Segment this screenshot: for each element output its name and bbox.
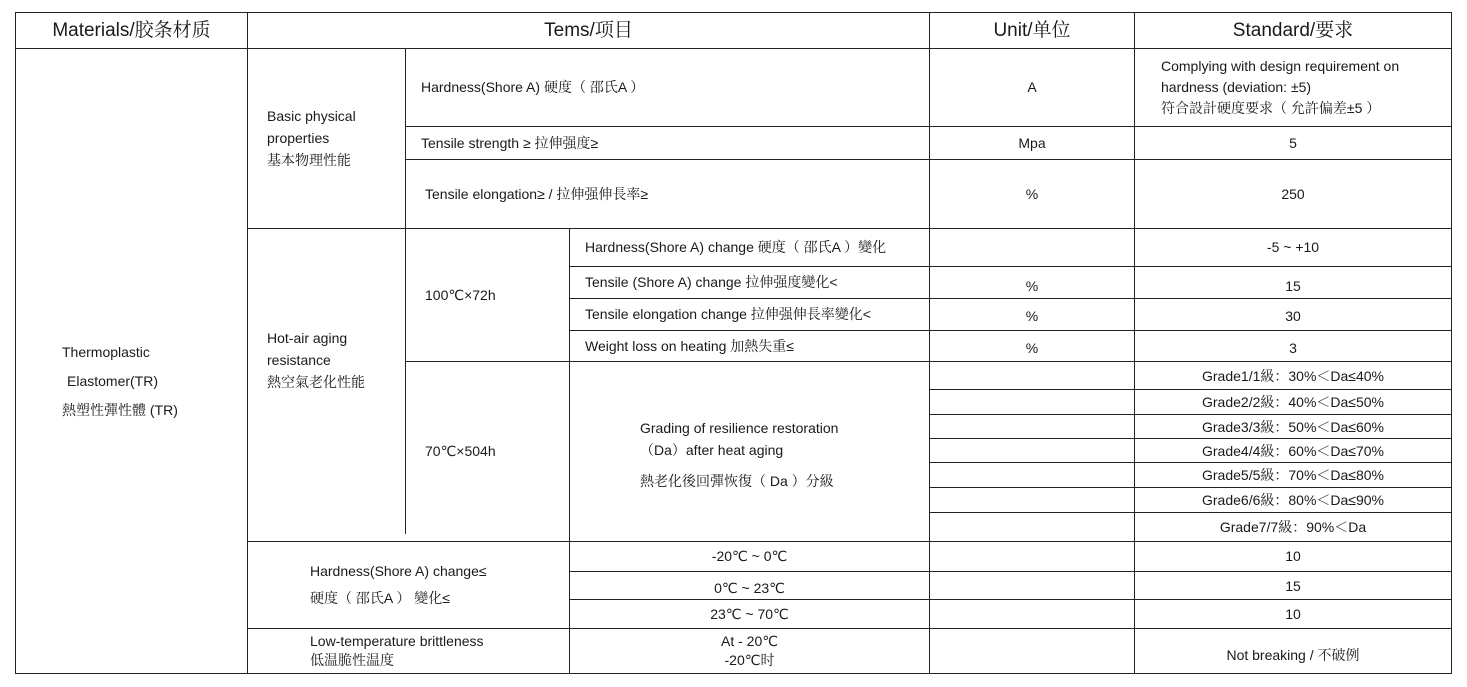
hotair-std-elongation: 30 — [1285, 308, 1301, 324]
header-standard: Standard/要求 — [1232, 20, 1354, 41]
hardness-change-std: 10 — [1285, 548, 1301, 564]
material-cell — [62, 336, 242, 426]
material-name-en-2: Elastomer(TR) — [67, 372, 159, 389]
lowtemp-std: Not breaking / 不破例 — [1226, 646, 1360, 663]
hardness-change-range: -20℃ ~ 0℃ — [711, 548, 788, 564]
hotair-group-label — [267, 322, 403, 398]
hotair-item-weightloss: Weight loss on heating 加熱失重≤ — [585, 337, 794, 354]
hardness-change-std: 15 — [1285, 577, 1301, 594]
hotair-std-hardness: -5 ~ +10 — [1266, 239, 1320, 255]
basic-group-en-2: properties — [267, 130, 330, 146]
basic-std-elongation: 250 — [1281, 185, 1305, 202]
grade-row: Grade4/4級：60%＜Da≤70% — [1202, 442, 1384, 459]
header-unit: Unit/单位 — [993, 20, 1071, 41]
material-name-zh: 熱塑性彈性體 (TR) — [62, 401, 178, 418]
grade-row: Grade6/6級：80%＜Da≤90% — [1202, 492, 1384, 508]
basic-std-tensile: 5 — [1289, 134, 1297, 151]
grading-description — [640, 414, 925, 494]
hotair-item-tensile: Tensile (Shore A) change 拉伸强度變化< — [585, 274, 838, 290]
material-name-en-1: Thermoplastic — [62, 343, 150, 360]
hardness-change-std: 10 — [1285, 605, 1301, 622]
hotair-unit-weightloss: % — [1025, 339, 1039, 356]
basic-item-elongation: Tensile elongation≥ / 拉伸强伸長率≥ — [425, 185, 649, 202]
hotair-unit-hardness — [930, 229, 1134, 266]
basic-item-tensile: Tensile strength ≥ 拉伸强度≥ — [421, 134, 599, 151]
lowtemp-condition-zh: -20℃时 — [724, 652, 775, 668]
hotair-std-tensile: 15 — [1285, 278, 1301, 294]
grading-desc-en-1: Grading of resilience restoration — [640, 419, 839, 436]
basic-std-hardness-3: 符合設計硬度要求（ 允許偏差±5 ） — [1161, 100, 1381, 116]
basic-std-hardness — [1161, 49, 1449, 126]
lowtemp-zh: 低温脆性温度 — [310, 652, 394, 668]
basic-unit-tensile: Mpa — [1018, 134, 1046, 151]
basic-group-label — [267, 100, 403, 176]
hardness-change-label — [310, 556, 568, 614]
hotair-item-elongation: Tensile elongation change 拉伸强伸長率變化< — [585, 306, 871, 322]
grade-row: Grade3/3級：50%＜Da≤60% — [1202, 418, 1384, 435]
grade-row: Grade7/7級：90%＜Da — [1219, 518, 1367, 535]
hotair-std-weightloss: 3 — [1289, 339, 1297, 356]
hotair-group-en-1: Hot-air aging — [267, 330, 348, 346]
hotair-unit-tensile: % — [1025, 278, 1039, 294]
hotair-item-hardness: Hardness(Shore A) change 硬度（ 邵氏A ）變化 — [585, 239, 887, 255]
grading-desc-zh: 熱老化後回彈恢復（ Da ）分級 — [640, 472, 834, 489]
header-materials: Materials/胶条材质 — [52, 20, 211, 41]
hotair-group-en-2: resistance — [267, 352, 331, 368]
basic-std-hardness-1: Complying with design requirement on — [1161, 58, 1400, 74]
basic-group-en-1: Basic physical — [267, 108, 356, 124]
hardness-change-zh: 硬度（ 邵氏A ） 變化≤ — [310, 590, 450, 606]
lowtemp-en: Low-temperature brittleness — [310, 633, 484, 649]
hotair-condition-1: 100℃×72h — [425, 286, 496, 303]
hardness-change-range: 23℃ ~ 70℃ — [710, 605, 789, 622]
hotair-unit-elongation: % — [1025, 308, 1039, 324]
lowtemp-condition-en: At - 20℃ — [721, 633, 778, 649]
hotair-condition-2: 70℃×504h — [425, 443, 496, 459]
basic-std-hardness-2: hardness (deviation: ±5) — [1161, 79, 1312, 95]
lowtemp-condition — [570, 629, 929, 673]
grade-row: Grade5/5級：70%＜Da≤80% — [1202, 467, 1384, 483]
basic-unit-hardness: A — [1027, 79, 1037, 95]
hardness-change-range: 0℃ ~ 23℃ — [714, 579, 785, 596]
grade-row: Grade1/1級：30%＜Da≤40% — [1202, 367, 1384, 384]
hotair-group-zh: 熱空氣老化性能 — [267, 374, 365, 390]
lowtemp-label — [310, 629, 568, 673]
basic-item-hardness: Hardness(Shore A) 硬度（ 邵氏A ） — [421, 79, 645, 95]
grade-row: Grade2/2級：40%＜Da≤50% — [1202, 394, 1384, 410]
header-items: Tems/项目 — [544, 20, 633, 41]
hardness-change-en: Hardness(Shore A) change≤ — [310, 563, 487, 579]
basic-unit-elongation: % — [1025, 185, 1039, 202]
grading-desc-en-2: （Da）after heat aging — [640, 441, 784, 458]
basic-group-zh: 基本物理性能 — [267, 152, 351, 168]
